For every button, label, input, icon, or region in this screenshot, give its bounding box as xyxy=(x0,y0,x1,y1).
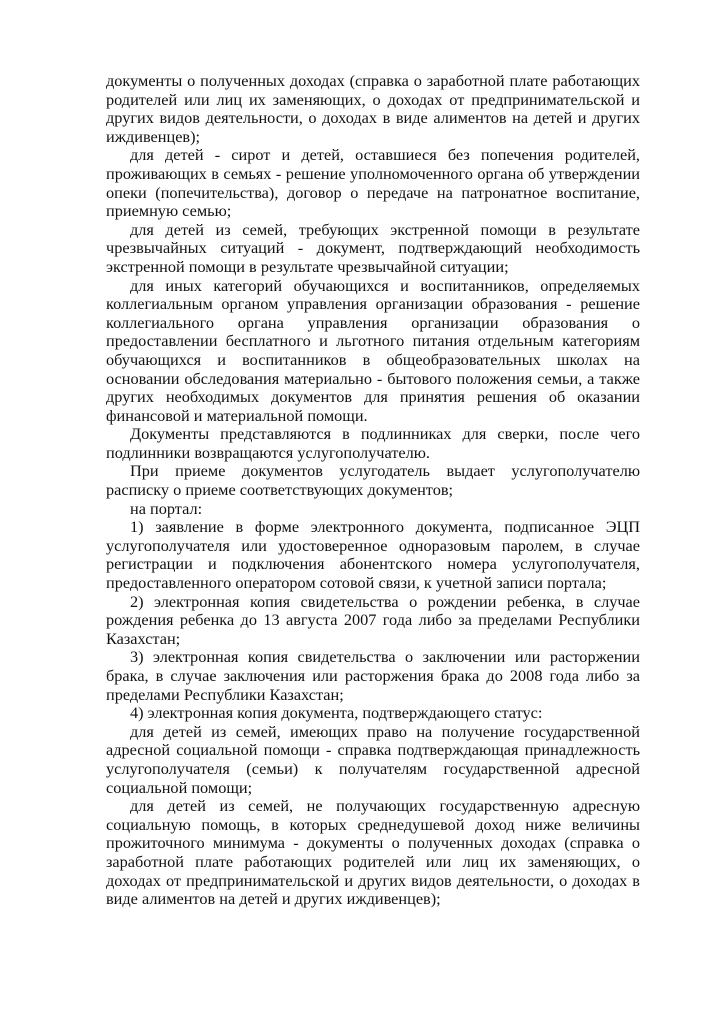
paragraph-originals: Документы представляются в подлинниках для сверки, после чего подлинники возвращаются услугополучателю. xyxy=(106,424,640,462)
paragraph-low-income: для детей из семей, не получающих государственную адресную социальную помощь, в которых среднедушевой доход ниже величины прожиточного минимума - документы о полученных доходах (справка о заработной плате работающих родителей или лиц их заменяющих, о доходах от предпринимательской и других видов деятельности, о доходах в виде алиментов на детей и других иждивенцев); xyxy=(106,796,640,909)
paragraph-receipt: При приеме документов услугодатель выдает услугополучателю расписку о приеме соответствующих документов; xyxy=(106,461,640,500)
paragraph-item-3: 3) электронная копия свидетельства о заключении или расторжении брака, в случае заключения или расторжения брака до 2008 года либо за пределами Республики Казахстан; xyxy=(106,647,640,704)
paragraph-item-1: 1) заявление в форме электронного документа, подписанное ЭЦП услугополучателя или удостоверенное одноразовым паролем, в случае регистрации и подключения абонентского номера услугополучателя, предоставленного оператором сотовой связи, к учетной записи портала; xyxy=(106,517,640,593)
paragraph-portal-heading: на портал: xyxy=(130,498,203,518)
paragraph-emergency: для детей из семей, требующих экстренной помощи в результате чрезвычайных ситуаций - документ, подтверждающий необходимость экстренной помощи в результате чрезвычайной ситуации; xyxy=(106,219,640,276)
paragraph-income-documents: документы о полученных доходах (справка о заработной плате работающих родителей или лиц их заменяющих, о доходах от предпринимательской и других видов деятельности, о доходах в виде алиментов на детей и других иждивенцев); xyxy=(106,71,640,146)
paragraph-item-2: 2) электронная копия свидетельства о рождении ребенка, в случае рождения ребенка до 13 августа 2007 года либо за пределами Республики Казахстан; xyxy=(106,591,640,648)
paragraph-orphans: для детей - сирот и детей, оставшиеся без попечения родителей, проживающих в семьях - решение уполномоченного органа об утверждении опеки (попечительства), договор о передаче на патронатное воспитание, приемную семью; xyxy=(106,145,640,221)
paragraph-social-assistance: для детей из семей, имеющих право на получение государственной адресной социальной помощи - справка подтверждающая принадлежность услугополучателя (семьи) к получателям государственной адресной социальной помощи; xyxy=(106,721,640,797)
document-body xyxy=(106,72,640,909)
paragraph-other-categories: для иных категорий обучающихся и воспитанников, определяемых коллегиальным органом управления организации образования - решение коллегиального органа управления организации образования о предоставлении бесплатного и льготного питания отдельным категориям обучающихся и воспитанников в общеобразовательных школах на основании обследования материально - бытового положения семьи, а также других необходимых документов для принятия решения об оказании финансовой и материальной помощи. xyxy=(106,275,640,425)
paragraph-item-4: 4) электронная копия документа, подтверждающего статус: xyxy=(130,703,543,723)
